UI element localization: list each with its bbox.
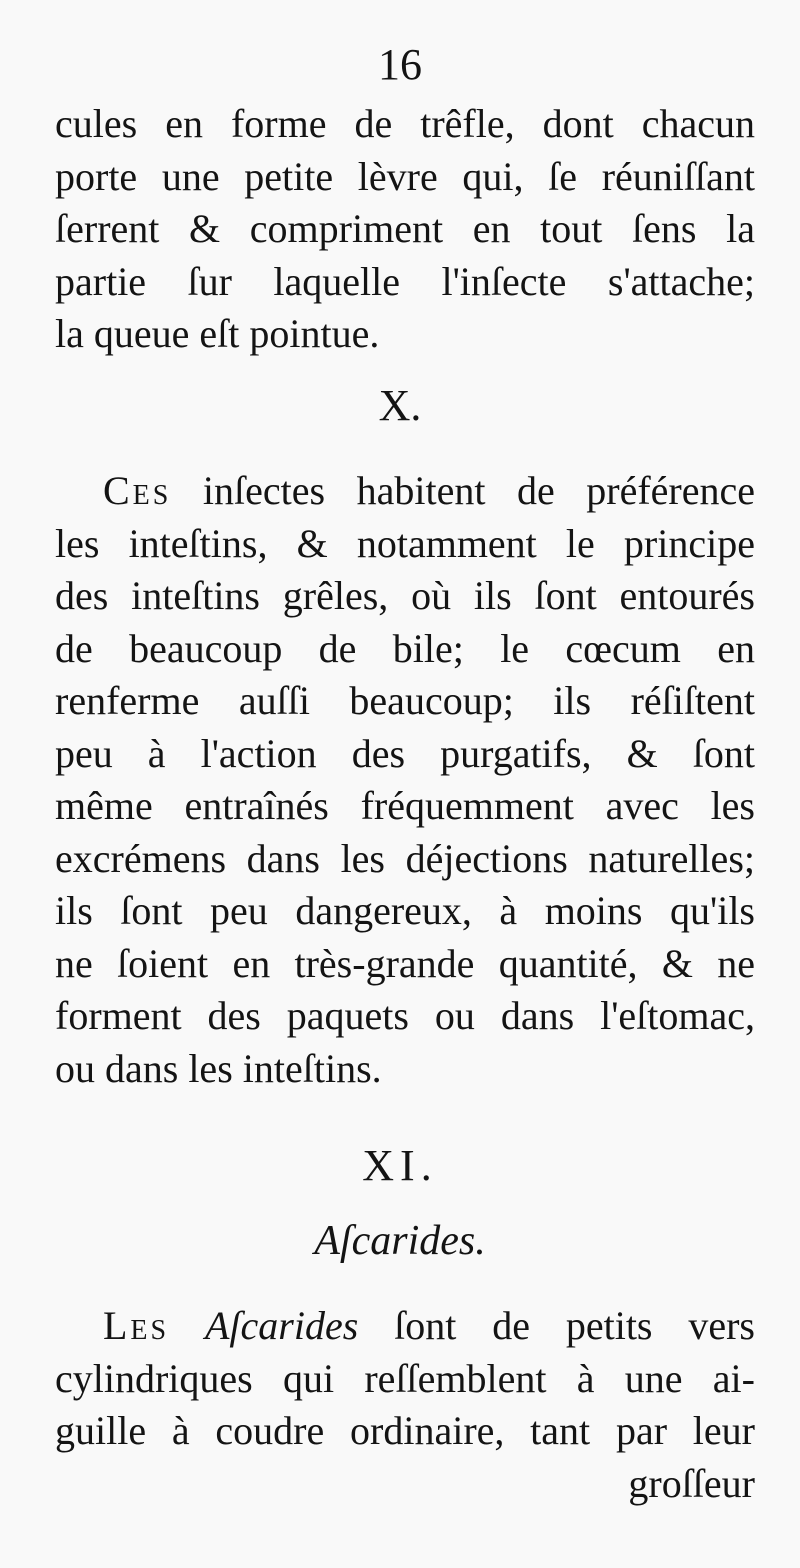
text-line: ou dans les inteſtins.	[55, 1045, 382, 1091]
text-line: de beaucoup de bile; le cœcum en	[55, 625, 755, 671]
dropword: Les	[103, 1303, 170, 1348]
text-line: la queue eſt pointue.	[55, 311, 380, 356]
text-line: même entraînés fréquemment avec les	[55, 783, 755, 828]
text-line: ſerrent & compriment en tout ſens la	[55, 206, 755, 251]
text-line: cules en forme de trêfle, dont chacun	[55, 101, 755, 146]
paragraph-section-x	[55, 465, 755, 1095]
italic-term: Aſcarides	[204, 1303, 359, 1348]
first-line-text: ſont de petits vers	[394, 1303, 755, 1348]
text-line: porte une petite lèvre qui, ſe réuniſſant	[55, 153, 755, 199]
text-line: excrémens dans les déjections naturelles;	[55, 835, 755, 881]
text-line: partie ſur laquelle l'inſecte s'attache;	[55, 258, 755, 304]
first-line-text: inſectes habitent de préférence	[202, 468, 756, 513]
text-line-first	[55, 465, 755, 518]
text-line: les inteſtins, & notamment le principe	[55, 520, 755, 566]
section-heading-x: X.	[378, 381, 422, 430]
paragraph-section-xi	[55, 1300, 755, 1510]
text-line: renferme auſſi beaucoup; ils réſiſtent	[55, 678, 755, 723]
section-subheading: Aſcarides.	[314, 1218, 486, 1264]
text-line: forment des paquets ou dans l'eſtomac,	[55, 993, 755, 1038]
section-heading-xi: XI.	[362, 1141, 438, 1190]
dropword: Ces	[103, 468, 172, 513]
text-line: peu à l'action des purgatifs, & ſont	[55, 730, 755, 776]
paragraph-continued	[55, 98, 755, 361]
text-line: des inteſtins grêles, où ils ſont entourés	[55, 573, 755, 618]
text-line: ne ſoient en très-grande quantité, & ne	[55, 940, 755, 986]
text-line-first	[55, 1300, 755, 1353]
page-number: 16	[378, 40, 422, 89]
catchword: groſſeur	[628, 1460, 755, 1506]
text-line: ils ſont peu dangereux, à moins qu'ils	[55, 888, 755, 933]
text-line: cylindriques qui reſſemblent à une ai-	[55, 1355, 755, 1401]
text-line: guille à coudre ordinaire, tant par leur	[55, 1408, 755, 1453]
